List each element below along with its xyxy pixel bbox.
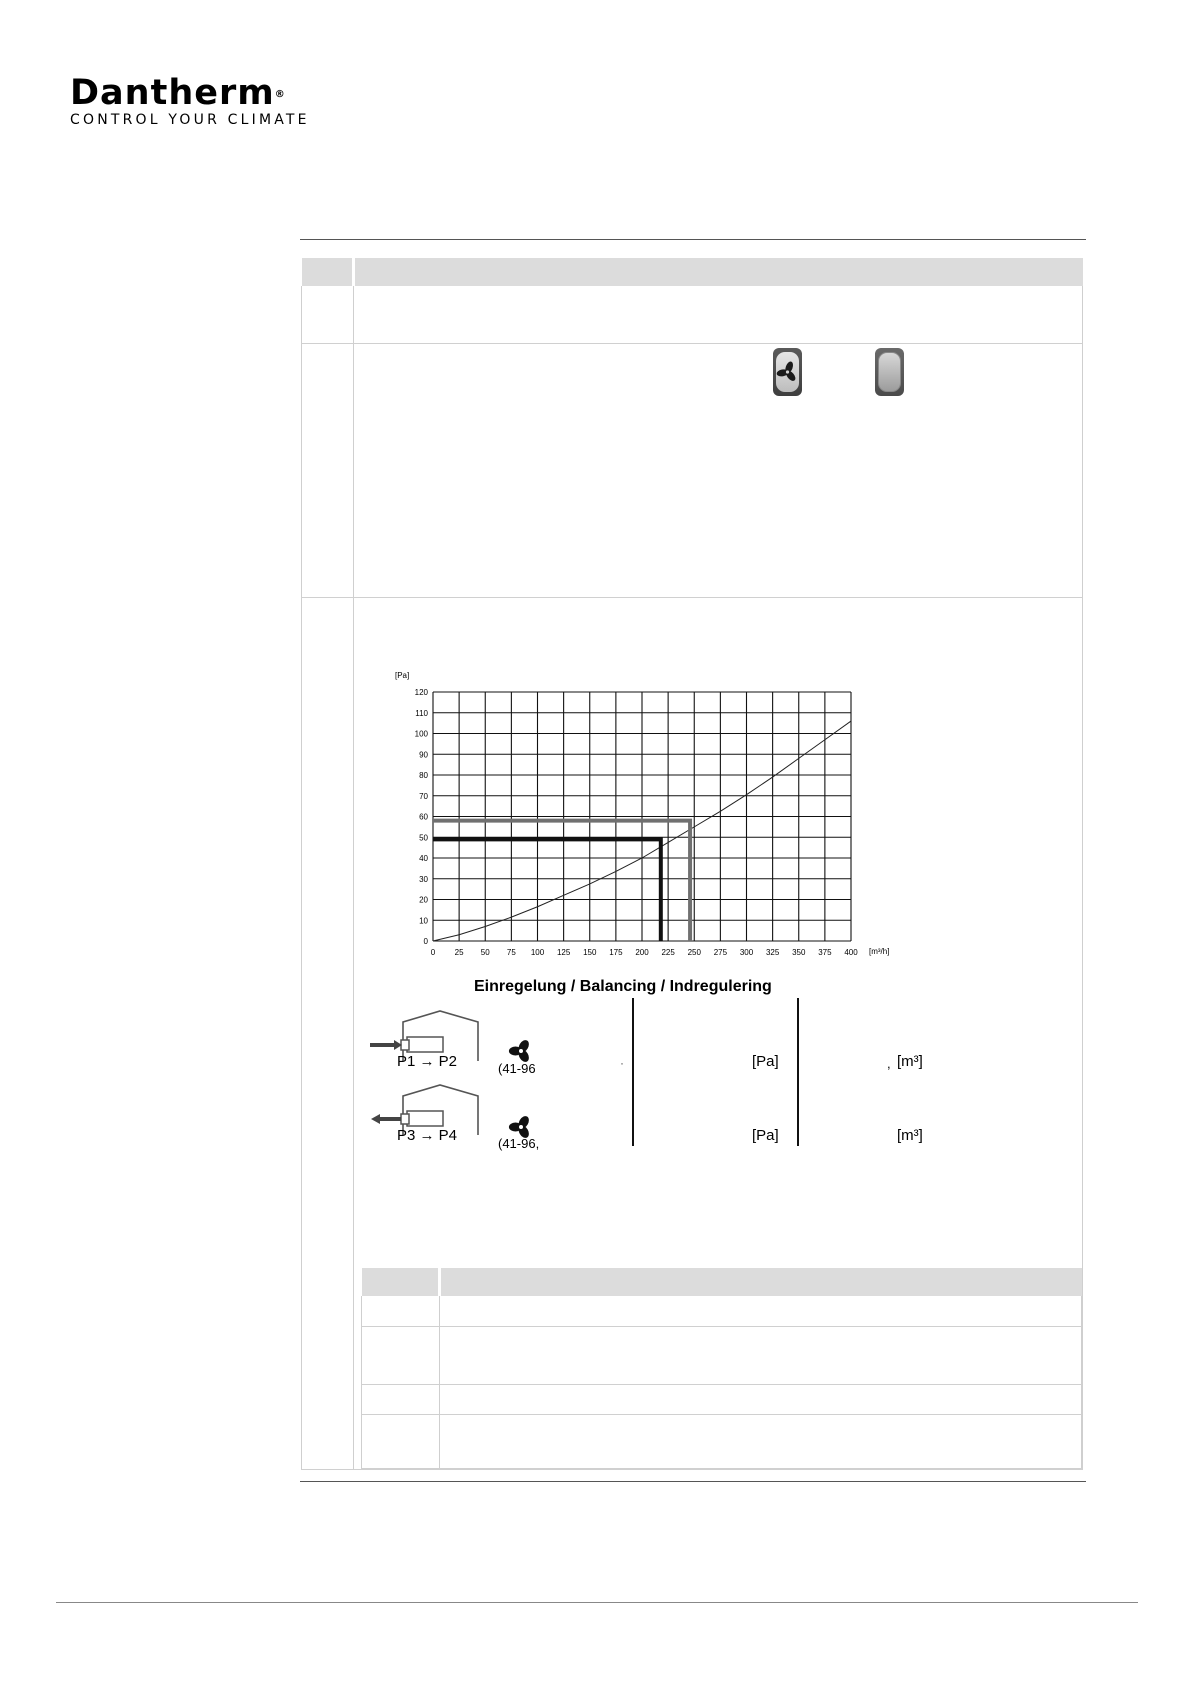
unit-flow-row2: [m³] bbox=[897, 1127, 923, 1144]
y-tick-label: 110 bbox=[415, 708, 428, 718]
sub-table-header-left bbox=[362, 1268, 438, 1296]
y-tick-label: 120 bbox=[414, 688, 428, 697]
x-tick-label: 0 bbox=[430, 948, 436, 957]
fan-icon bbox=[776, 352, 799, 392]
x-tick-label: 100 bbox=[530, 948, 545, 957]
sub-table-row-separator-2 bbox=[361, 1384, 1082, 1385]
x-tick-label: 175 bbox=[609, 948, 623, 957]
x-tick-label: 75 bbox=[506, 948, 516, 957]
x-tick-label: 50 bbox=[480, 948, 490, 957]
y-tick-label: 60 bbox=[419, 812, 428, 822]
table-bottom-border bbox=[301, 1469, 1083, 1470]
balancing-divider-1 bbox=[632, 998, 634, 1146]
unit-pa-row2: [Pa] bbox=[752, 1127, 779, 1144]
x-tick-label: 250 bbox=[687, 948, 701, 957]
blank-button-icon bbox=[878, 352, 901, 392]
bottom-rule bbox=[300, 1481, 1086, 1482]
chart-ylabel: [Pa] bbox=[395, 671, 410, 680]
fan-button-face bbox=[776, 352, 799, 392]
y-tick-label: 100 bbox=[414, 729, 428, 739]
pressure-label-p1-p2: P1 → P2 bbox=[397, 1053, 458, 1070]
balancing-title: Einregelung / Balancing / Indregulering bbox=[474, 978, 772, 995]
table-header-description bbox=[355, 258, 1083, 286]
balancing-divider-2 bbox=[797, 998, 799, 1146]
x-tick-label: 325 bbox=[765, 948, 780, 957]
x-tick-label: 125 bbox=[556, 948, 571, 957]
y-tick-label: 20 bbox=[419, 895, 428, 905]
y-tick-label: 80 bbox=[419, 771, 428, 780]
table-row-separator-1 bbox=[301, 343, 1083, 344]
x-tick-label: 150 bbox=[583, 948, 597, 957]
x-tick-label: 350 bbox=[792, 948, 806, 957]
row1-dot-1: · bbox=[620, 1056, 624, 1070]
sub-table-header-right bbox=[441, 1268, 1082, 1296]
fan-code-row1: (41-96 bbox=[498, 1061, 536, 1076]
x-tick-label: 375 bbox=[818, 948, 832, 957]
pressure-label-p3-p4: P3 → P4 bbox=[397, 1127, 458, 1144]
y-tick-label: 10 bbox=[419, 916, 428, 926]
top-rule bbox=[300, 239, 1086, 240]
operating-point-marker-1 bbox=[433, 839, 661, 941]
y-tick-label: 50 bbox=[419, 833, 428, 843]
sub-table-bottom-border bbox=[361, 1468, 1082, 1469]
x-tick-label: 300 bbox=[739, 948, 754, 957]
brand-logo bbox=[70, 73, 310, 128]
table-right-border bbox=[1082, 286, 1083, 1470]
x-tick-label: 200 bbox=[635, 948, 649, 957]
fan-button[interactable] bbox=[773, 348, 802, 396]
unit-pa-row1: [Pa] bbox=[752, 1053, 779, 1070]
y-tick-label: 0 bbox=[423, 937, 428, 946]
x-tick-label: 225 bbox=[661, 948, 675, 957]
fan-code-row2: (41-96, bbox=[498, 1136, 540, 1151]
table-header-step bbox=[302, 258, 352, 286]
logo-tagline: CONTROL YOUR CLIMATE bbox=[70, 112, 310, 128]
unit-flow-row1: [m³] bbox=[897, 1053, 923, 1070]
fan-icon bbox=[508, 1039, 534, 1063]
chart-xlabel: [m³/h] bbox=[869, 947, 890, 956]
sub-table-left-border bbox=[361, 1296, 362, 1469]
y-tick-label: 90 bbox=[419, 750, 428, 760]
blank-button[interactable] bbox=[875, 348, 904, 396]
logo-wordmark: Dantherm® bbox=[70, 73, 286, 113]
y-tick-label: 70 bbox=[419, 791, 428, 801]
sub-table-row-separator-3 bbox=[361, 1414, 1082, 1415]
registered-mark: ® bbox=[274, 89, 286, 100]
footer-rule bbox=[56, 1602, 1138, 1603]
x-tick-label: 400 bbox=[844, 948, 858, 957]
sub-table-right-border bbox=[1081, 1296, 1082, 1469]
sub-table-column-divider bbox=[439, 1296, 440, 1469]
table-column-divider bbox=[353, 286, 354, 1470]
y-tick-label: 40 bbox=[419, 854, 428, 863]
pressure-flow-chart bbox=[395, 668, 915, 968]
x-tick-label: 275 bbox=[713, 948, 728, 957]
table-left-border bbox=[301, 286, 302, 1470]
row1-dot-2: , bbox=[887, 1056, 891, 1071]
y-tick-label: 30 bbox=[419, 874, 428, 884]
table-row-separator-2 bbox=[301, 597, 1083, 598]
sub-table-row-separator-1 bbox=[361, 1326, 1082, 1327]
x-tick-label: 25 bbox=[454, 948, 464, 957]
